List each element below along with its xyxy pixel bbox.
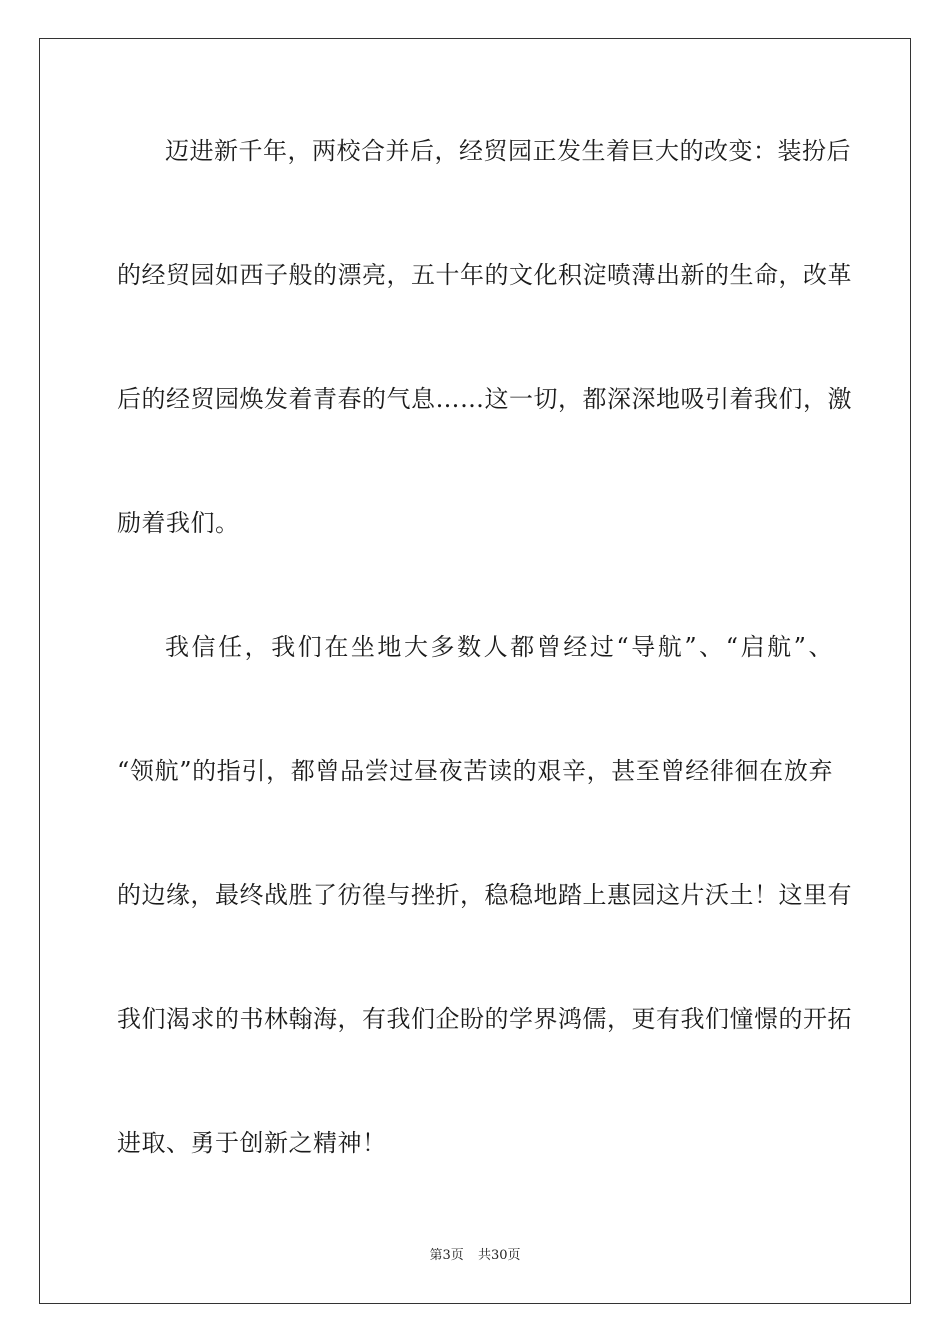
paragraph-2-line-4: 我们渴求的书林翰海，有我们企盼的学界鸿儒，更有我们憧憬的开拓 — [117, 1005, 852, 1033]
paragraph-1-line-1: 迈进新千年，两校合并后，经贸园正发生着巨大的改变：装扮后 — [165, 137, 851, 165]
paragraph-2-line-3: 的边缘，最终战胜了彷徨与挫折，稳稳地踏上惠园这片沃土！这里有 — [117, 881, 852, 909]
paragraph-1-line-3: 后的经贸园焕发着青春的气息……这一切，都深深地吸引着我们，激 — [117, 385, 852, 413]
page-footer — [0, 1248, 950, 1264]
paragraph-2-line-1: 我信任，我们在坐地大多数人都曾经过“导航”、“启航”、 — [165, 633, 833, 661]
page-border — [39, 38, 911, 1304]
paragraph-1-line-2: 的经贸园如西子般的漂亮，五十年的文化积淀喷薄出新的生命，改革 — [117, 261, 852, 289]
page-total: 共30页 — [477, 1248, 521, 1263]
paragraph-1-line-4: 励着我们。 — [117, 509, 240, 537]
page-number: 第3页 — [429, 1248, 464, 1263]
paragraph-2-line-2: “领航”的指引，都曾品尝过昼夜苦读的艰辛，甚至曾经徘徊在放弃 — [117, 757, 833, 785]
paragraph-2-line-5: 进取、勇于创新之精神！ — [117, 1129, 387, 1157]
